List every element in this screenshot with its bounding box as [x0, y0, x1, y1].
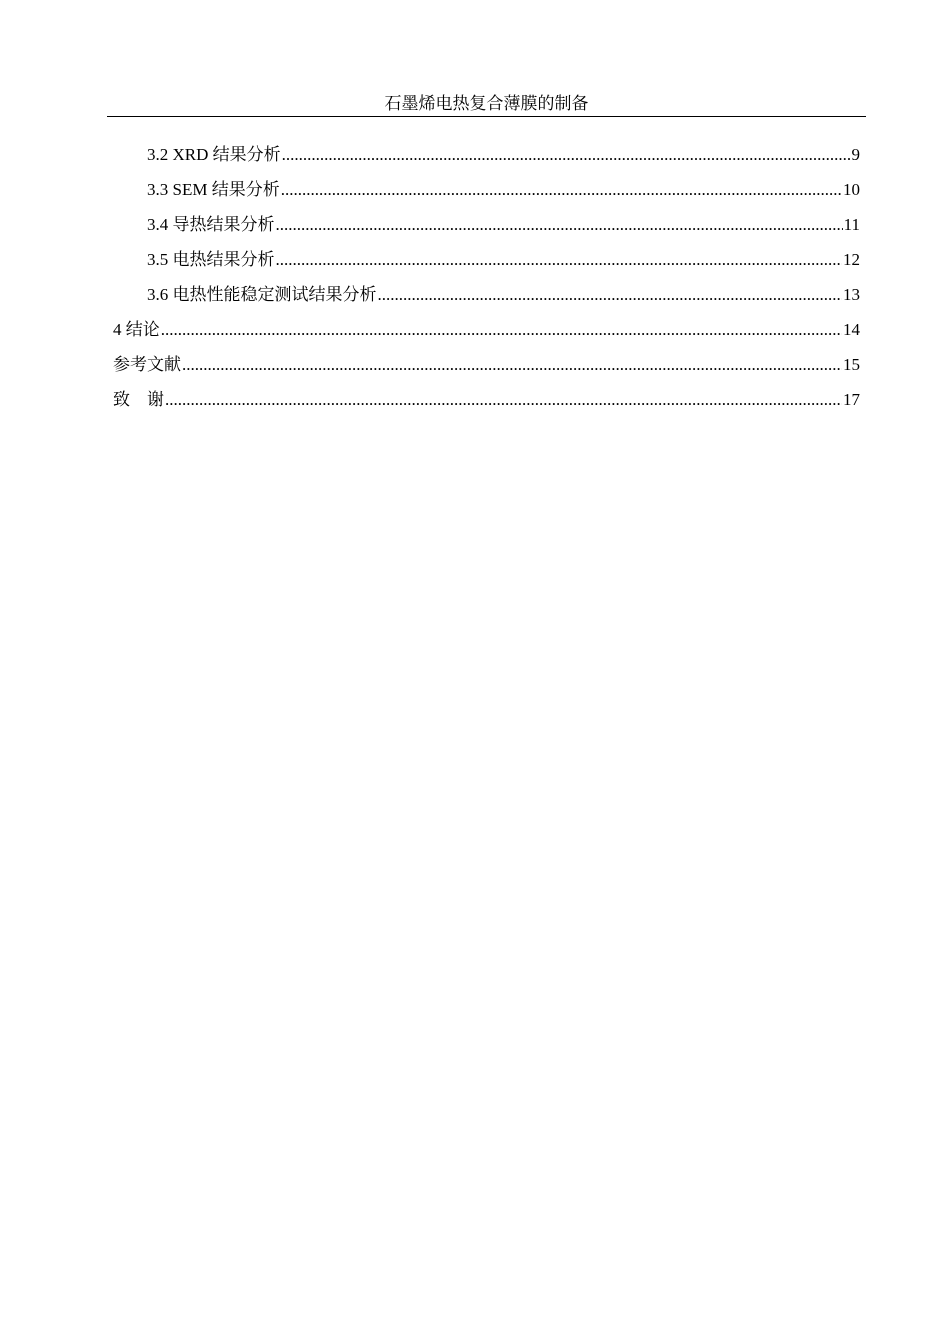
toc-entry-page: 15: [843, 355, 860, 374]
toc-entry-conclusion[interactable]: [113, 312, 860, 347]
toc-entry-references[interactable]: [113, 347, 860, 382]
toc-entry-title: 参考文献: [113, 355, 181, 374]
toc-entry-page: 10: [843, 180, 860, 199]
running-header: 石墨烯电热复合薄膜的制备: [107, 92, 866, 117]
toc-entry-page: 14: [843, 320, 860, 339]
toc-dot-leader: [276, 207, 843, 242]
toc-entry-title: 3.5 电热结果分析: [147, 250, 275, 269]
toc-dot-leader: [276, 242, 843, 277]
toc-entry-3-3[interactable]: [113, 172, 860, 207]
toc-entry-title: 致 谢: [113, 390, 164, 409]
toc-dot-leader: [165, 382, 842, 417]
toc-dot-leader: [161, 312, 842, 347]
toc-entry-title: 3.2 XRD 结果分析: [147, 145, 281, 164]
toc-entry-acknowledgements[interactable]: [113, 382, 860, 417]
toc-entry-3-2[interactable]: [113, 137, 860, 172]
toc-entry-title: 4 结论: [113, 320, 160, 339]
toc-entry-page: 11: [843, 215, 860, 234]
toc-dot-leader: [281, 172, 842, 207]
toc-entry-3-5[interactable]: [113, 242, 860, 277]
toc-dot-leader: [282, 137, 851, 172]
toc-dot-leader: [378, 277, 843, 312]
toc-entry-page: 9: [851, 145, 860, 164]
toc-entry-title: 3.6 电热性能稳定测试结果分析: [147, 285, 377, 304]
toc-entry-3-4[interactable]: [113, 207, 860, 242]
toc-entry-title: 3.3 SEM 结果分析: [147, 180, 280, 199]
toc-entry-3-6[interactable]: [113, 277, 860, 312]
toc-entry-page: 13: [843, 285, 860, 304]
table-of-contents: [113, 137, 860, 417]
toc-entry-title: 3.4 导热结果分析: [147, 215, 275, 234]
toc-entry-page: 12: [843, 250, 860, 269]
toc-entry-page: 17: [843, 390, 860, 409]
toc-dot-leader: [182, 347, 842, 382]
